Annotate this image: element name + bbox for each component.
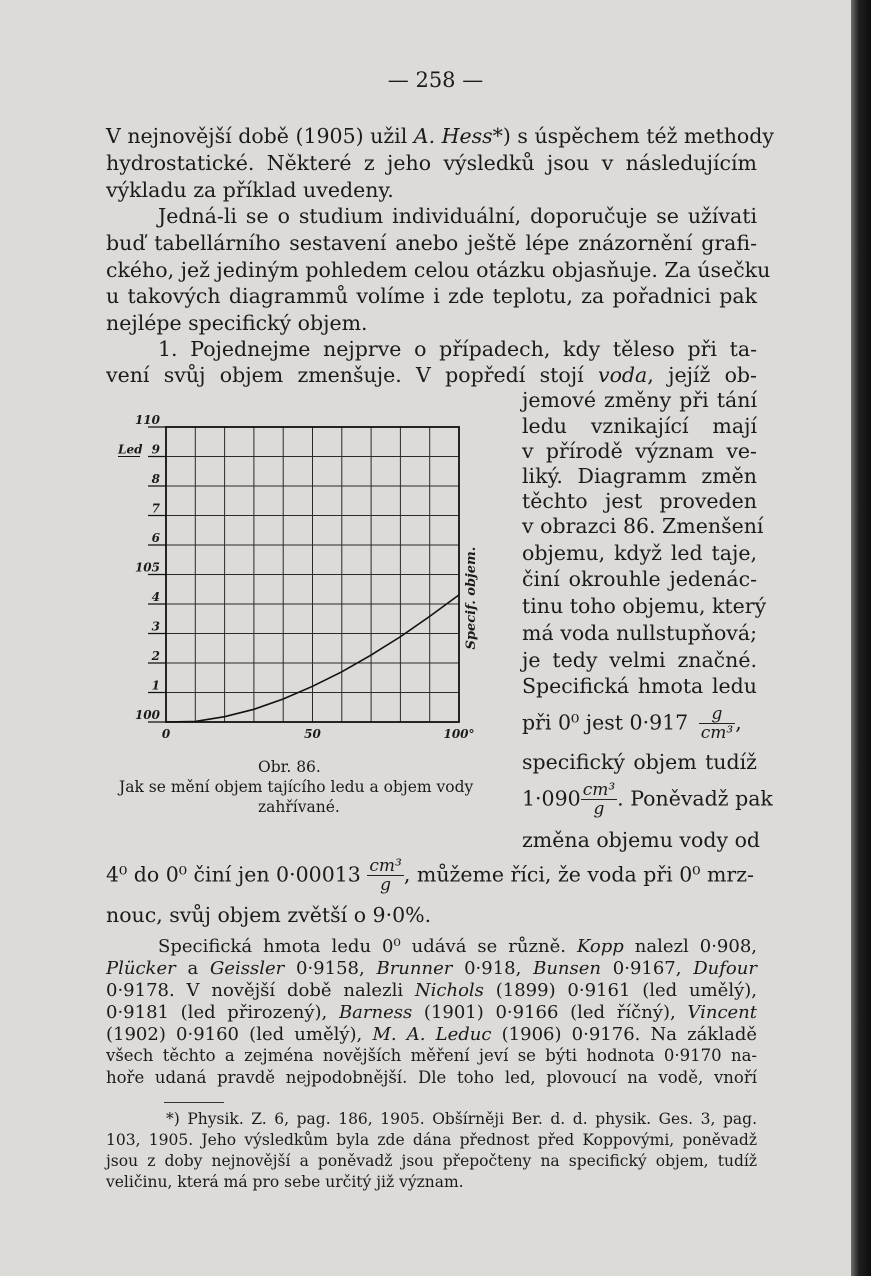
author-name: Vincent — [687, 1002, 757, 1023]
text-span: 0·9178. V novější době nalezli — [106, 980, 415, 1001]
text-line: Specifická hmota ledu — [522, 674, 757, 698]
y-tick-label: 2 — [151, 649, 160, 663]
fraction — [367, 858, 403, 894]
text-span: Specifická hmota ledu 0⁰ udává se různě. — [158, 936, 577, 957]
text-line: buď tabellárního sestavení anebo ještě lépe znázornění grafi- — [106, 231, 757, 255]
y-tick-label: 110 — [134, 413, 160, 427]
y-tick-label: 3 — [151, 619, 160, 634]
y-tick-label: 6 — [151, 531, 160, 545]
text-span: 0·9167, — [601, 958, 694, 979]
text-line: v přírodě význam ve- — [522, 439, 757, 463]
footnote-line: 103, 1905. Jeho výsledkům byla zde dána přednost před Koppovými, poněvadž — [106, 1131, 757, 1149]
text-span: 0·9158, — [284, 958, 377, 979]
text-line: nouc, svůj objem zvětší o 9·0%. — [106, 903, 432, 927]
text-line: v obrazci 86. Zmenšení — [522, 514, 764, 538]
text-line — [106, 1026, 757, 1044]
text-span: (1901) 0·9166 (led říčný), — [412, 1002, 688, 1023]
fraction-numerator: g — [711, 704, 723, 724]
fraction-numerator: cm³ — [582, 780, 616, 800]
page-edge-shadow — [851, 0, 871, 1276]
x-tick-labels — [162, 727, 475, 741]
text-line — [106, 858, 757, 894]
text-span: a — [175, 958, 210, 979]
text-span: 4⁰ do 0⁰ činí jen 0·00013 — [106, 862, 361, 887]
fraction-denominator: cm³ — [700, 723, 734, 743]
text-span: , — [735, 710, 742, 735]
author-name: Brunner — [376, 958, 453, 979]
author-name: Geissler — [209, 958, 285, 979]
text-line: specifický objem tudíž — [522, 750, 757, 774]
text-line: nejlépe specifický objem. — [106, 311, 368, 335]
text-line: ckého, jež jediným pohledem celou otázku objasňuje. Za úsečku — [106, 258, 771, 282]
text-line — [522, 706, 762, 742]
author-name: Bunsen — [533, 958, 602, 979]
y-tick-label: 9 — [151, 442, 160, 457]
text-line — [106, 1004, 757, 1022]
text-span: nalezl 0·908, — [623, 936, 758, 957]
text-line: hydrostatické. Některé z jeho výsledků jsou v následujícím — [106, 151, 757, 175]
text-span: 1·090 — [522, 786, 581, 811]
text-line: je tedy velmi značné. — [522, 648, 757, 672]
fraction-denominator: g — [581, 799, 617, 818]
text-line: 1. Pojednejme nejprve o případech, kdy těleso při ta- — [158, 337, 757, 361]
text-line: všech těchto a zejména novějších měření jeví se býti hodnota 0·9170 na- — [106, 1046, 757, 1065]
text-line — [106, 960, 757, 978]
text-span: 0·9181 (led přirozený), — [106, 1002, 339, 1023]
text-line: jemové změny při tání — [522, 388, 757, 412]
fraction — [581, 782, 617, 818]
text-span: vení svůj objem zmenšuje. V popředí stojí — [106, 363, 598, 387]
fraction-numerator: cm³ — [369, 856, 402, 876]
y-axis-label: Specif. objem. — [464, 546, 479, 650]
y-tick-label: 4 — [151, 590, 160, 604]
text-line: objemu, když led taje, — [522, 541, 757, 565]
fraction — [699, 706, 735, 742]
text-span: (1902) 0·9160 (led umělý), — [106, 1024, 373, 1045]
footnote-line: veličinu, která má pro sebe určitý již význam. — [106, 1173, 464, 1191]
text-line: těchto jest proveden — [522, 489, 757, 513]
footnote-line: jsou z doby nejnovější a poněvadž jsou přepočteny na specifický objem, tudíž — [106, 1152, 757, 1170]
text-line: Jedná-li se o studium individuální, doporučuje se užívati — [158, 204, 757, 228]
x-tick-label: 100° — [443, 727, 475, 741]
figure-label: Obr. 86. — [258, 758, 321, 776]
text-span: při 0⁰ jest 0·917 — [522, 710, 689, 735]
text-span: *) s úspěchem též methody — [492, 124, 774, 148]
y-tick-label: 100 — [134, 708, 160, 722]
figure-86-chart — [104, 412, 504, 752]
y-tick-label: 7 — [151, 501, 160, 516]
x-tick-label: 50 — [304, 727, 321, 741]
x-tick-label: 0 — [161, 727, 171, 741]
author-name: Nichols — [414, 980, 484, 1001]
text-line: má voda nullstupňová; — [522, 621, 757, 645]
author-name: Plücker — [106, 958, 176, 979]
author-name: M. A. Leduc — [372, 1024, 492, 1045]
y-tick-label: 105 — [134, 560, 160, 575]
author-name: Barness — [338, 1002, 413, 1023]
y-tick-labels — [117, 413, 166, 722]
text-line — [522, 780, 773, 819]
author-name: A. Hess — [413, 124, 493, 148]
page-number: — 258 — — [387, 68, 484, 92]
led-marker-label: Led — [118, 442, 143, 457]
y-tick-label: 1 — [151, 678, 160, 693]
text-line — [158, 938, 757, 956]
text-span: (1906) 0·9176. Na základě — [491, 1024, 757, 1045]
y-tick-label: 8 — [151, 472, 160, 486]
author-name: Kopp — [576, 936, 624, 957]
footnote-divider — [164, 1102, 224, 1103]
text-line — [106, 982, 757, 1000]
fraction-denominator: g — [367, 875, 403, 894]
text-span: , jejíž ob- — [647, 363, 757, 387]
figure-caption: Jak se mění objem tajícího ledu a objem vody — [119, 778, 474, 796]
author-name: Dufour — [693, 958, 757, 979]
text-line: ledu vznikající mají — [522, 414, 757, 438]
text-span: V nejnovější době (1905) užil — [106, 124, 414, 148]
text-span: 0·918, — [452, 958, 534, 979]
text-line: činí okrouhle jedenác- — [522, 567, 757, 591]
text-line: liký. Diagramm změn — [522, 464, 757, 488]
text-line — [106, 365, 757, 386]
text-line: u takových diagrammů volíme i zde teplotu, za pořadnici pak — [106, 284, 757, 308]
text-line: hoře udaná pravdě nejpodobnější. Dle toho led, plovoucí na vodě, vnoří — [106, 1068, 757, 1087]
text-span: , můžeme říci, že voda při 0⁰ mrz- — [403, 862, 754, 887]
footnote-line: *) Physik. Z. 6, pag. 186, 1905. Obšírněji Ber. d. d. physik. Ges. 3, pag. — [166, 1110, 757, 1128]
figure-caption: zahřívané. — [258, 798, 340, 816]
text-line: tinu toho objemu, který — [522, 594, 767, 618]
text-line: výkladu za příklad uvedeny. — [106, 178, 394, 202]
text-span: (1899) 0·9161 (led umělý), — [483, 980, 757, 1001]
text-italic: voda — [597, 363, 648, 387]
text-line — [106, 124, 774, 148]
text-span: . Poněvadž pak — [617, 786, 773, 811]
chart-grid — [166, 427, 459, 722]
text-line: změna objemu vody od — [522, 828, 761, 852]
